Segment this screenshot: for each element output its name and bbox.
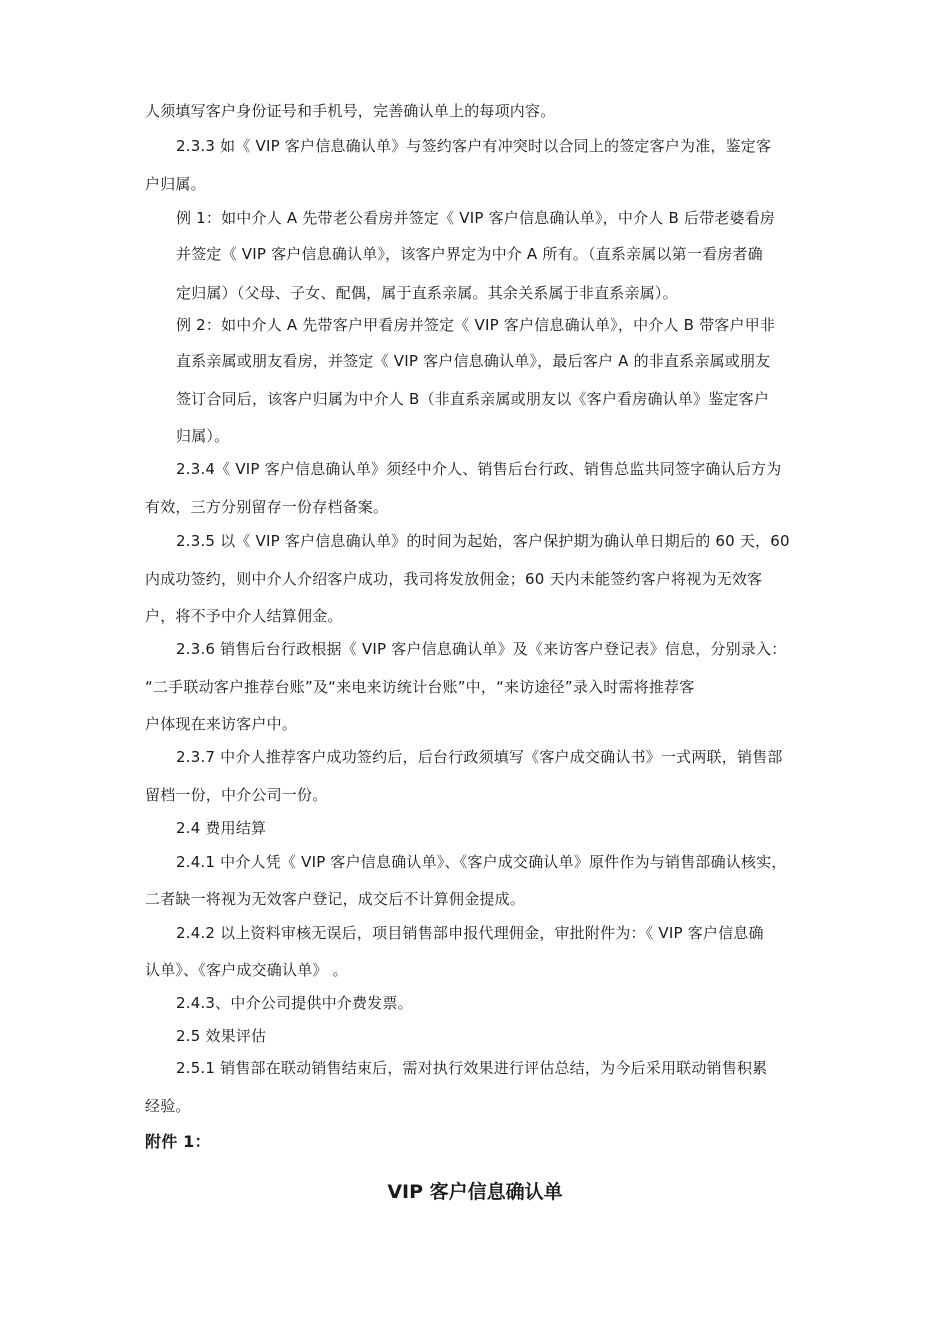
- text-line: 户，将不予中介人结算佣金。: [145, 607, 343, 625]
- form-title: VIP 客户信息确认单: [387, 1181, 563, 1203]
- text-line: 归属）。: [176, 427, 230, 445]
- text-line: 2.3.7 中介人推荐客户成功签约后，后台行政须填写《客户成交确认书》一式两联，销售部: [176, 748, 783, 766]
- attachment-label: 附件 1：: [145, 1132, 211, 1151]
- text-line: 人须填写客户身份证号和手机号，完善确认单上的每项内容。: [145, 102, 556, 120]
- text-line: 留档一份，中介公司一份。: [145, 786, 328, 804]
- section-heading: 2.5 效果评估: [176, 1027, 267, 1045]
- text-line: 认单》、《客户成交确认单》 。: [145, 961, 348, 979]
- text-line: 定归属）（父母、子女、配偶，属于直系亲属。其余关系属于非直系亲属）。: [176, 284, 678, 302]
- text-line: 二者缺一将视为无效客户登记，成交后不计算佣金提成。: [145, 890, 526, 908]
- text-line: 例 1：如中介人 A 先带老公看房并签定《 VIP 客户信息确认单》，中介人 B 后带老婆看房: [176, 209, 776, 227]
- text-line: “二手联动客户推荐台账”及“来电来访统计台账”中，“来访途径”录入时需将推荐客: [145, 678, 695, 696]
- text-line: 户体现在来访客户中。: [145, 715, 298, 733]
- text-line: 签订合同后，该客户归属为中介人 B（非直系亲属或朋友以《客户看房确认单》鉴定客户: [176, 390, 770, 408]
- text-line: 直系亲属或朋友看房，并签定《 VIP 客户信息确认单》，最后客户 A 的非直系亲属或朋友: [176, 352, 771, 370]
- text-line: 2.3.5 以《 VIP 客户信息确认单》的时间为起始，客户保护期为确认单日期后的 60 天，60: [176, 532, 790, 550]
- text-line: 2.3.6 销售后台行政根据《 VIP 客户信息确认单》及《来访客户登记表》信息，分别录入：: [176, 640, 787, 658]
- text-line: 2.3.4《 VIP 客户信息确认单》须经中介人、销售后台行政、销售总监共同签字确认后方为: [176, 460, 782, 478]
- text-line: 2.5.1 销售部在联动销售结束后，需对执行效果进行评估总结，为今后采用联动销售积累: [176, 1059, 768, 1077]
- text-line: 2.4.3、中介公司提供中介费发票。: [176, 994, 413, 1012]
- section-heading: 2.4 费用结算: [176, 819, 267, 837]
- text-line: 户归属。: [145, 175, 206, 193]
- text-line: 有效，三方分别留存一份存档备案。: [145, 498, 389, 516]
- text-line: 2.3.3 如《 VIP 客户信息确认单》与签约客户有冲突时以合同上的签定客户为准，鉴定客: [176, 137, 772, 155]
- text-line: 并签定《 VIP 客户信息确认单》，该客户界定为中介 A 所有。（直系亲属以第一看房者确: [176, 245, 763, 263]
- text-line: 2.4.2 以上资料审核无误后，项目销售部申报代理佣金，审批附件为：《 VIP 客户信息确: [176, 924, 764, 942]
- text-line: 经验。: [145, 1097, 191, 1115]
- text-line: 例 2：如中介人 A 先带客户甲看房并签定《 VIP 客户信息确认单》，中介人 B 带客户甲非: [176, 316, 776, 334]
- text-line: 内成功签约，则中介人介绍客户成功，我司将发放佣金；60 天内未能签约客户将视为无效客: [145, 570, 763, 588]
- text-line: 2.4.1 中介人凭《 VIP 客户信息确认单》、《客户成交确认单》原件作为与销售部确认核实，: [176, 853, 787, 871]
